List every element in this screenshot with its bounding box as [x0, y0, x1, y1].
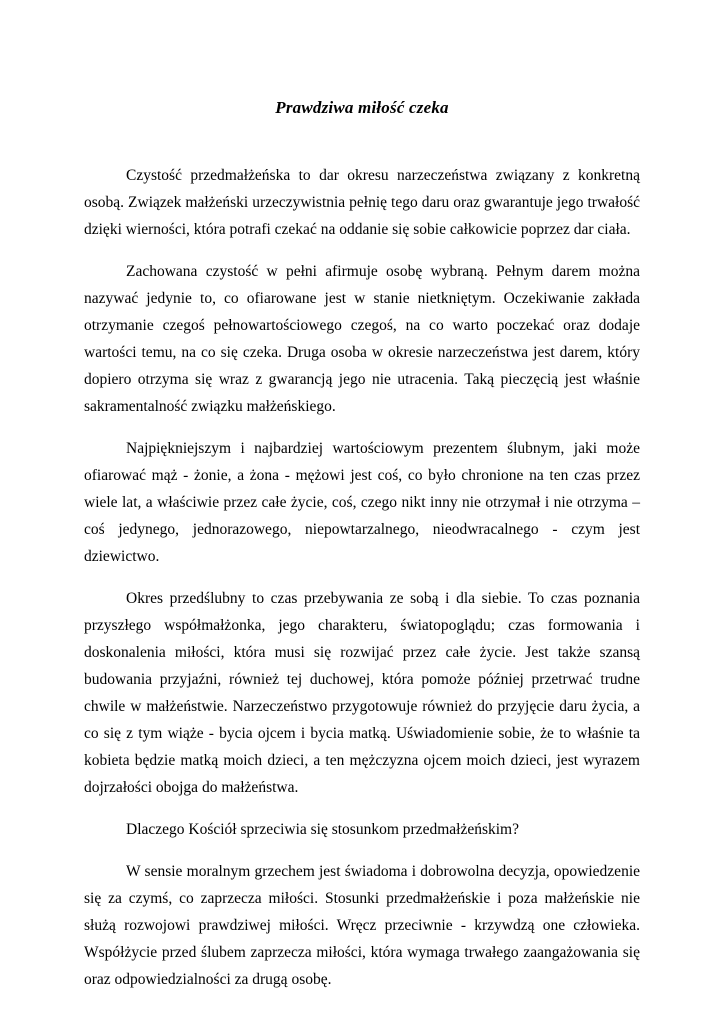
paragraph-5: W sensie moralnym grzechem jest świadoma i dobrowolna decyzja, opowiedzenie się za czymś, co zaprzecza miłości. Stosunki przedmałżeńskie i poza małżeńskie nie służą rozwojowi prawdziwej miłości. Wręcz przeciwnie - krzywdzą one człowieka. Współżycie przed ślubem zaprzecza miłości, która wymaga trwałego zaangażowania się oraz odpowiedzialności za drugą osobę. [84, 863, 640, 988]
paragraph-2: Zachowana czystość w pełni afirmuje osobę wybraną. Pełnym darem można nazywać jedynie to, co ofiarowane jest w stanie nietkniętym. Oczekiwanie zakłada otrzymanie czegoś pełnowartościowego czegoś, na co warto poczekać oraz dodaje wartości temu, na co się czeka. Druga osoba w okresie narzeczeństwa jest darem, który dopiero otrzyma się wraz z gwarancją jego nie utracenia. Taką pieczęcią jest właśnie sakramentalność związku małżeńskiego. [84, 263, 640, 415]
paragraph-1: Czystość przedmałżeńska to dar okresu narzeczeństwa związany z konkretną osobą. Związek małżeński urzeczywistnia pełnię tego daru oraz gwarantuje jego trwałość dzięki wierności, która potrafi czekać na oddanie się sobie całkowicie poprzez dar ciała. [84, 167, 640, 238]
paragraph-4: Okres przedślubny to czas przebywania ze sobą i dla siebie. To czas poznania przyszłego współmałżonka, jego charakteru, światopoglądu; czas formowania i doskonalenia miłości, która musi się rozwijać przez całe życie. Jest także szansą budowania przyjaźni, również tej duchowej, która pomoże później przetrwać trudne chwile w małżeństwie. Narzeczeństwo przygotowuje również do przyjęcie daru życia, a co się z tym wiąże - bycia ojcem i bycia matką. Uświadomienie sobie, że to właśnie ta kobieta będzie matką moich dzieci, a ten mężczyzna ojcem moich dzieci, jest wyrazem dojrzałości obojga do małżeństwa. [84, 590, 640, 796]
document-title: Prawdziwa miłość czeka [275, 98, 449, 117]
paragraph-question: Dlaczego Kościół sprzeciwia się stosunkom przedmałżeńskim? [126, 821, 519, 838]
paragraph-3: Najpiękniejszym i najbardziej wartościowym prezentem ślubnym, jaki może ofiarować mąż - żonie, a żona - mężowi jest coś, co było chronione na ten czas przez wiele lat, a właściwie przez całe życie, coś, czego nikt inny nie otrzymał i nie otrzyma – coś jedynego, jednorazowego, niepowtarzalnego, nieodwracalnego - czym jest dziewictwo. [84, 440, 640, 565]
